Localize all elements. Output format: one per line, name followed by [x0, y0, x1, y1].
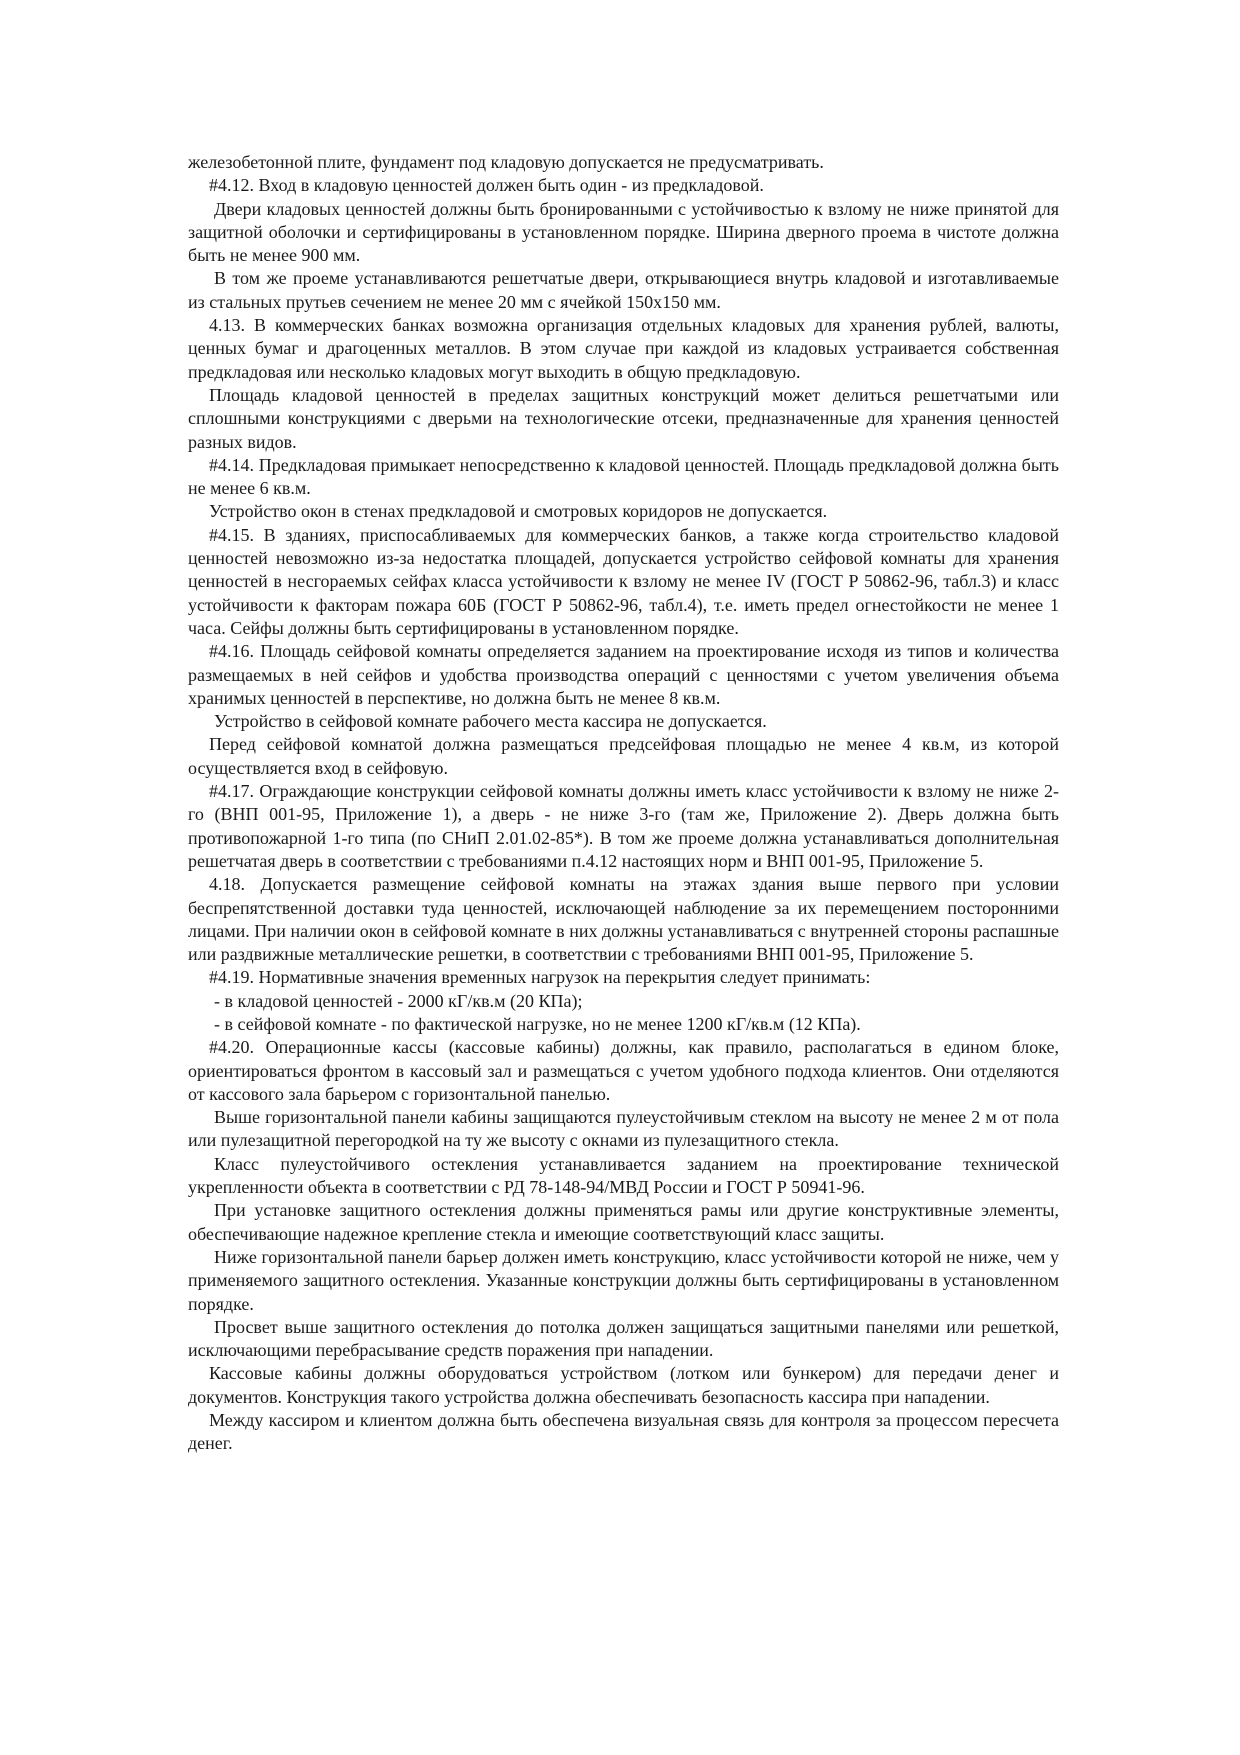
- paragraph: 4.13. В коммерческих банках возможна организация отдельных кладовых для хранения рублей, валюты, ценных бумаг и драгоценных металлов. В этом случае при каждой из кладовых устраивается собственная предкладовая или несколько кладовых могут выходить в общую предкладовую.: [188, 315, 1059, 382]
- paragraph: При установке защитного остекления должны применяться рамы или другие конструктивные элементы, обеспечивающие надежное крепление стекла и имеющие соответствующий класс защиты.: [188, 1200, 1059, 1244]
- document-page: [188, 151, 1059, 1456]
- paragraph: Устройство окон в стенах предкладовой и смотровых коридоров не допускается.: [209, 501, 828, 522]
- paragraph: #4.15. В зданиях, приспосабливаемых для коммерческих банков, а также когда строительство кладовой ценностей невозможно из-за недостатка площадей, допускается устройство сейфовой комнаты для хранения ценностей в несгораемых сейфах класса устойчивости к взлому не менее IV (ГОСТ Р 50862-96, табл.3) и класс устойчивости к факторам пожара 60Б (ГОСТ Р 50862-96, табл.4), т.е. иметь предел огнестойкости не менее 1 часа. Сейфы должны быть сертифицированы в установленном порядке.: [188, 524, 1059, 638]
- paragraph: железобетонной плите, фундамент под кладовую допускается не предусматривать.: [188, 152, 824, 172]
- paragraph: #4.17. Ограждающие конструкции сейфовой комнаты должны иметь класс устойчивости к взлому не ниже 2-го (ВНП 001-95, Приложение 1), а дверь - не ниже 3-го (там же, Приложение 2). Дверь должна быть противопожарной 1-го типа (по СНиП 2.01.02-85*). В том же проеме должна устанавливаться дополнительная решетчатая дверь в соответствии с требованиями п.4.12 настоящих норм и ВНП 001-95, Приложение 5.: [188, 781, 1059, 871]
- paragraph: Между кассиром и клиентом должна быть обеспечена визуальная связь для контроля за процессом пересчета денег.: [188, 1410, 1059, 1454]
- paragraph: Выше горизонтальной панели кабины защищаются пулеустойчивым стеклом на высоту не менее 2 м от пола или пулезащитной перегородкой на ту же высоту с окнами из пулезащитного стекла.: [188, 1107, 1059, 1151]
- paragraph: В том же проеме устанавливаются решетчатые двери, открывающиеся внутрь кладовой и изготавливаемые из стальных прутьев сечением не менее 20 мм с ячейкой 150х150 мм.: [188, 268, 1059, 312]
- paragraph: #4.12. Вход в кладовую ценностей должен быть один - из предкладовой.: [209, 175, 764, 196]
- paragraph: Двери кладовых ценностей должны быть бронированными с устойчивостью к взлому не ниже принятой для защитной оболочки и сертифицированы в установленном порядке. Ширина дверного проема в чистоте должна быть не менее 900 мм.: [188, 198, 1059, 266]
- paragraph: #4.14. Предкладовая примыкает непосредственно к кладовой ценностей. Площадь предкладовой должна быть не менее 6 кв.м.: [188, 454, 1059, 499]
- paragraph: Класс пулеустойчивого остекления устанавливается заданием на проектирование технической укрепленности объекта в соответствии с РД 78-148-94/МВД России и ГОСТ Р 50941-96.: [188, 1153, 1059, 1198]
- paragraph: Устройство в сейфовой комнате рабочего места кассира не допускается.: [214, 711, 767, 732]
- paragraph: Перед сейфовой комнатой должна размещаться предсейфовая площадью не менее 4 кв.м, из которой осуществляется вход в сейфовую.: [188, 734, 1059, 778]
- paragraph: Площадь кладовой ценностей в пределах защитных конструкций может делиться решетчатыми или сплошными конструкциями с дверьми на технологические отсеки, предназначенные для хранения ценностей разных видов.: [188, 384, 1059, 452]
- list-item: - в кладовой ценностей - 2000 кГ/кв.м (20 КПа);: [214, 990, 583, 1011]
- paragraph: Кассовые кабины должны оборудоваться устройством (лотком или бункером) для передачи денег и документов. Конструкция такого устройства должна обеспечивать безопасность кассира при нападении.: [188, 1363, 1059, 1407]
- paragraph: #4.16. Площадь сейфовой комнаты определяется заданием на проектирование исходя из типов и количества размещаемых в ней сейфов и удобства производства операций с ценностями с учетом увеличения объема хранимых ценностей в перспективе, но должна быть не менее 8 кв.м.: [188, 641, 1059, 708]
- paragraph: Ниже горизонтальной панели барьер должен иметь конструкцию, класс устойчивости которой не ниже, чем у применяемого защитного остекления. Указанные конструкции должны быть сертифицированы в установленном порядке.: [188, 1246, 1059, 1314]
- paragraph: 4.18. Допускается размещение сейфовой комнаты на этажах здания выше первого при условии беспрепятственной доставки туда ценностей, исключающей наблюдение за их перемещением посторонними лицами. При наличии окон в сейфовой комнате в них должны устанавливаться с внутренней стороны распашные или раздвижные металлические решетки, в соответствии с требованиями ВНП 001-95, Приложение 5.: [188, 874, 1059, 965]
- list-item: - в сейфовой комнате - по фактической нагрузке, но не менее 1200 кГ/кв.м (12 КПа).: [214, 1013, 861, 1034]
- paragraph: #4.19. Нормативные значения временных нагрузок на перекрытия следует принимать:: [209, 967, 871, 988]
- paragraph: Просвет выше защитного остекления до потолка должен защищаться защитными панелями или решеткой, исключающими перебрасывание средств поражения при нападении.: [188, 1316, 1059, 1361]
- paragraph: #4.20. Операционные кассы (кассовые кабины) должны, как правило, располагаться в едином блоке, ориентироваться фронтом в кассовый зал и размещаться с учетом удобного подхода клиентов. Они отделяются от кассового зала барьером с горизонтальной панелью.: [188, 1037, 1059, 1104]
